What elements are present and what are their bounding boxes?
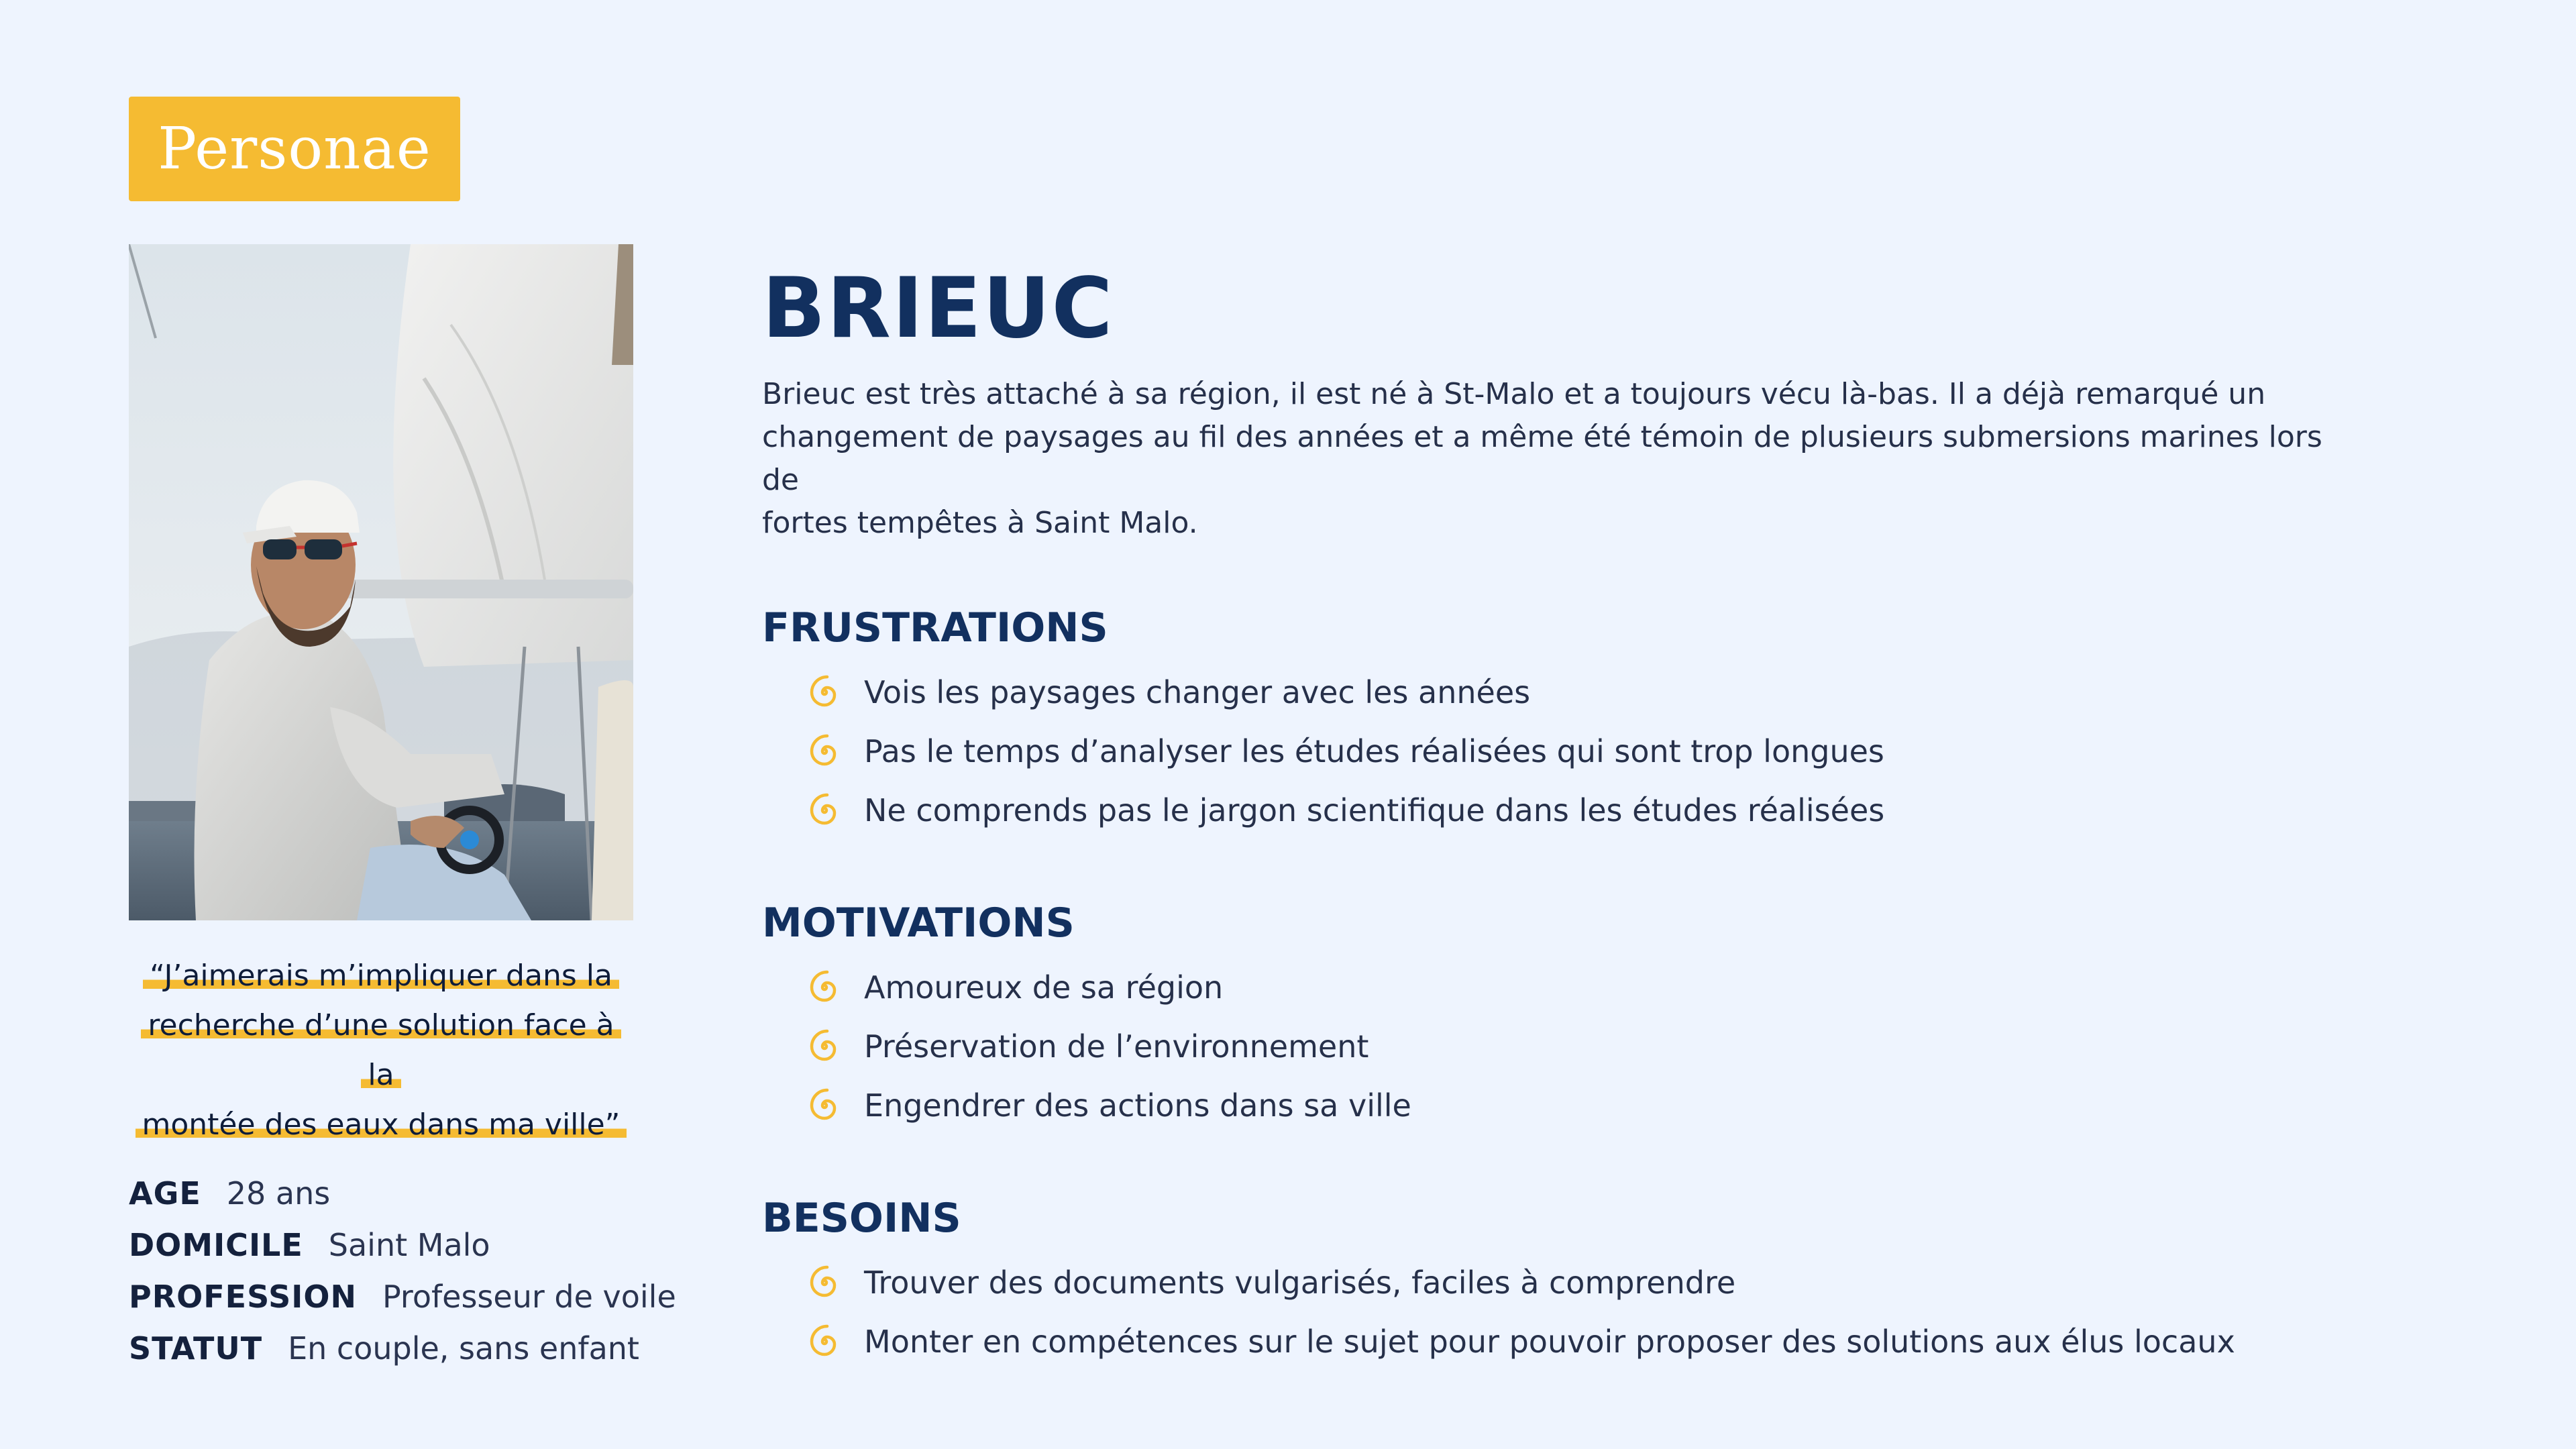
fact-key: DOMICILE <box>129 1226 303 1263</box>
persona-photo <box>129 244 633 920</box>
intro-line-3: fortes tempêtes à Saint Malo. <box>762 506 1198 540</box>
intro-line-2: changement de paysages au fil des années et a même été témoin de plusieurs submersions marines lors de <box>762 420 2322 497</box>
besoins-list <box>804 1253 2372 1371</box>
quote-line-2: recherche d’une solution face à la <box>141 1008 621 1092</box>
motivations-title: MOTIVATIONS <box>762 900 1075 947</box>
spiral-icon <box>804 731 845 772</box>
fact-value: En couple, sans enfant <box>288 1330 639 1366</box>
persona-name: BRIEUC <box>762 260 1114 357</box>
list-item-text: Trouver des documents vulgarisés, faciles à comprendre <box>864 1265 1736 1301</box>
persona-details <box>762 262 2372 1371</box>
list-item <box>804 1076 2372 1135</box>
list-item-text: Ne comprends pas le jargon scientifique dans les études réalisées <box>864 792 1885 828</box>
list-item-text: Amoureux de sa région <box>864 969 1224 1006</box>
fact-age <box>129 1167 692 1219</box>
fact-domicile <box>129 1219 692 1271</box>
intro-line-1: Brieuc est très attaché à sa région, il est né à St-Malo et a toujours vécu là-bas. Il a déjà remarqué un <box>762 377 2266 411</box>
spiral-icon <box>804 1085 845 1126</box>
list-item <box>804 958 2372 1017</box>
spiral-icon <box>804 967 845 1008</box>
list-item <box>804 1017 2372 1076</box>
list-item-text: Vois les paysages changer avec les années <box>864 674 1531 710</box>
spiral-icon <box>804 1026 845 1067</box>
list-item-text: Pas le temps d’analyser les études réalisées qui sont trop longues <box>864 733 1884 769</box>
spiral-icon <box>804 1321 845 1362</box>
besoins-title: BESOINS <box>762 1195 961 1242</box>
list-item <box>804 722 2372 781</box>
list-item-text: Préservation de l’environnement <box>864 1028 1369 1065</box>
quote-line-1: “J’aimerais m’impliquer dans la <box>143 959 619 993</box>
fact-value: Saint Malo <box>328 1226 490 1263</box>
list-item <box>804 781 2372 840</box>
list-item-text: Monter en compétences sur le sujet pour pouvoir proposer des solutions aux élus locaux <box>864 1324 2235 1360</box>
spiral-icon <box>804 1262 845 1303</box>
persona-intro <box>762 373 2325 545</box>
frustrations-title: FRUSTRATIONS <box>762 604 1108 651</box>
fact-value: 28 ans <box>226 1175 331 1212</box>
motivations-list <box>804 958 2372 1135</box>
persona-facts <box>129 1167 692 1374</box>
spiral-icon <box>804 672 845 713</box>
list-item <box>804 1253 2372 1312</box>
fact-key: AGE <box>129 1175 201 1212</box>
frustrations-list <box>804 663 2372 840</box>
quote-line-3: montée des eaux dans ma ville” <box>136 1108 627 1142</box>
fact-profession <box>129 1271 692 1322</box>
list-item <box>804 663 2372 722</box>
fact-value: Professeur de voile <box>382 1278 676 1315</box>
list-item <box>804 1312 2372 1371</box>
spiral-icon <box>804 790 845 831</box>
fact-statut <box>129 1322 692 1374</box>
fact-key: PROFESSION <box>129 1278 357 1315</box>
persona-quote <box>129 951 633 1150</box>
personae-tag-label: Personae <box>158 115 431 182</box>
fact-key: STATUT <box>129 1330 263 1366</box>
personae-tag <box>129 97 460 201</box>
list-item-text: Engendrer des actions dans sa ville <box>864 1087 1411 1124</box>
